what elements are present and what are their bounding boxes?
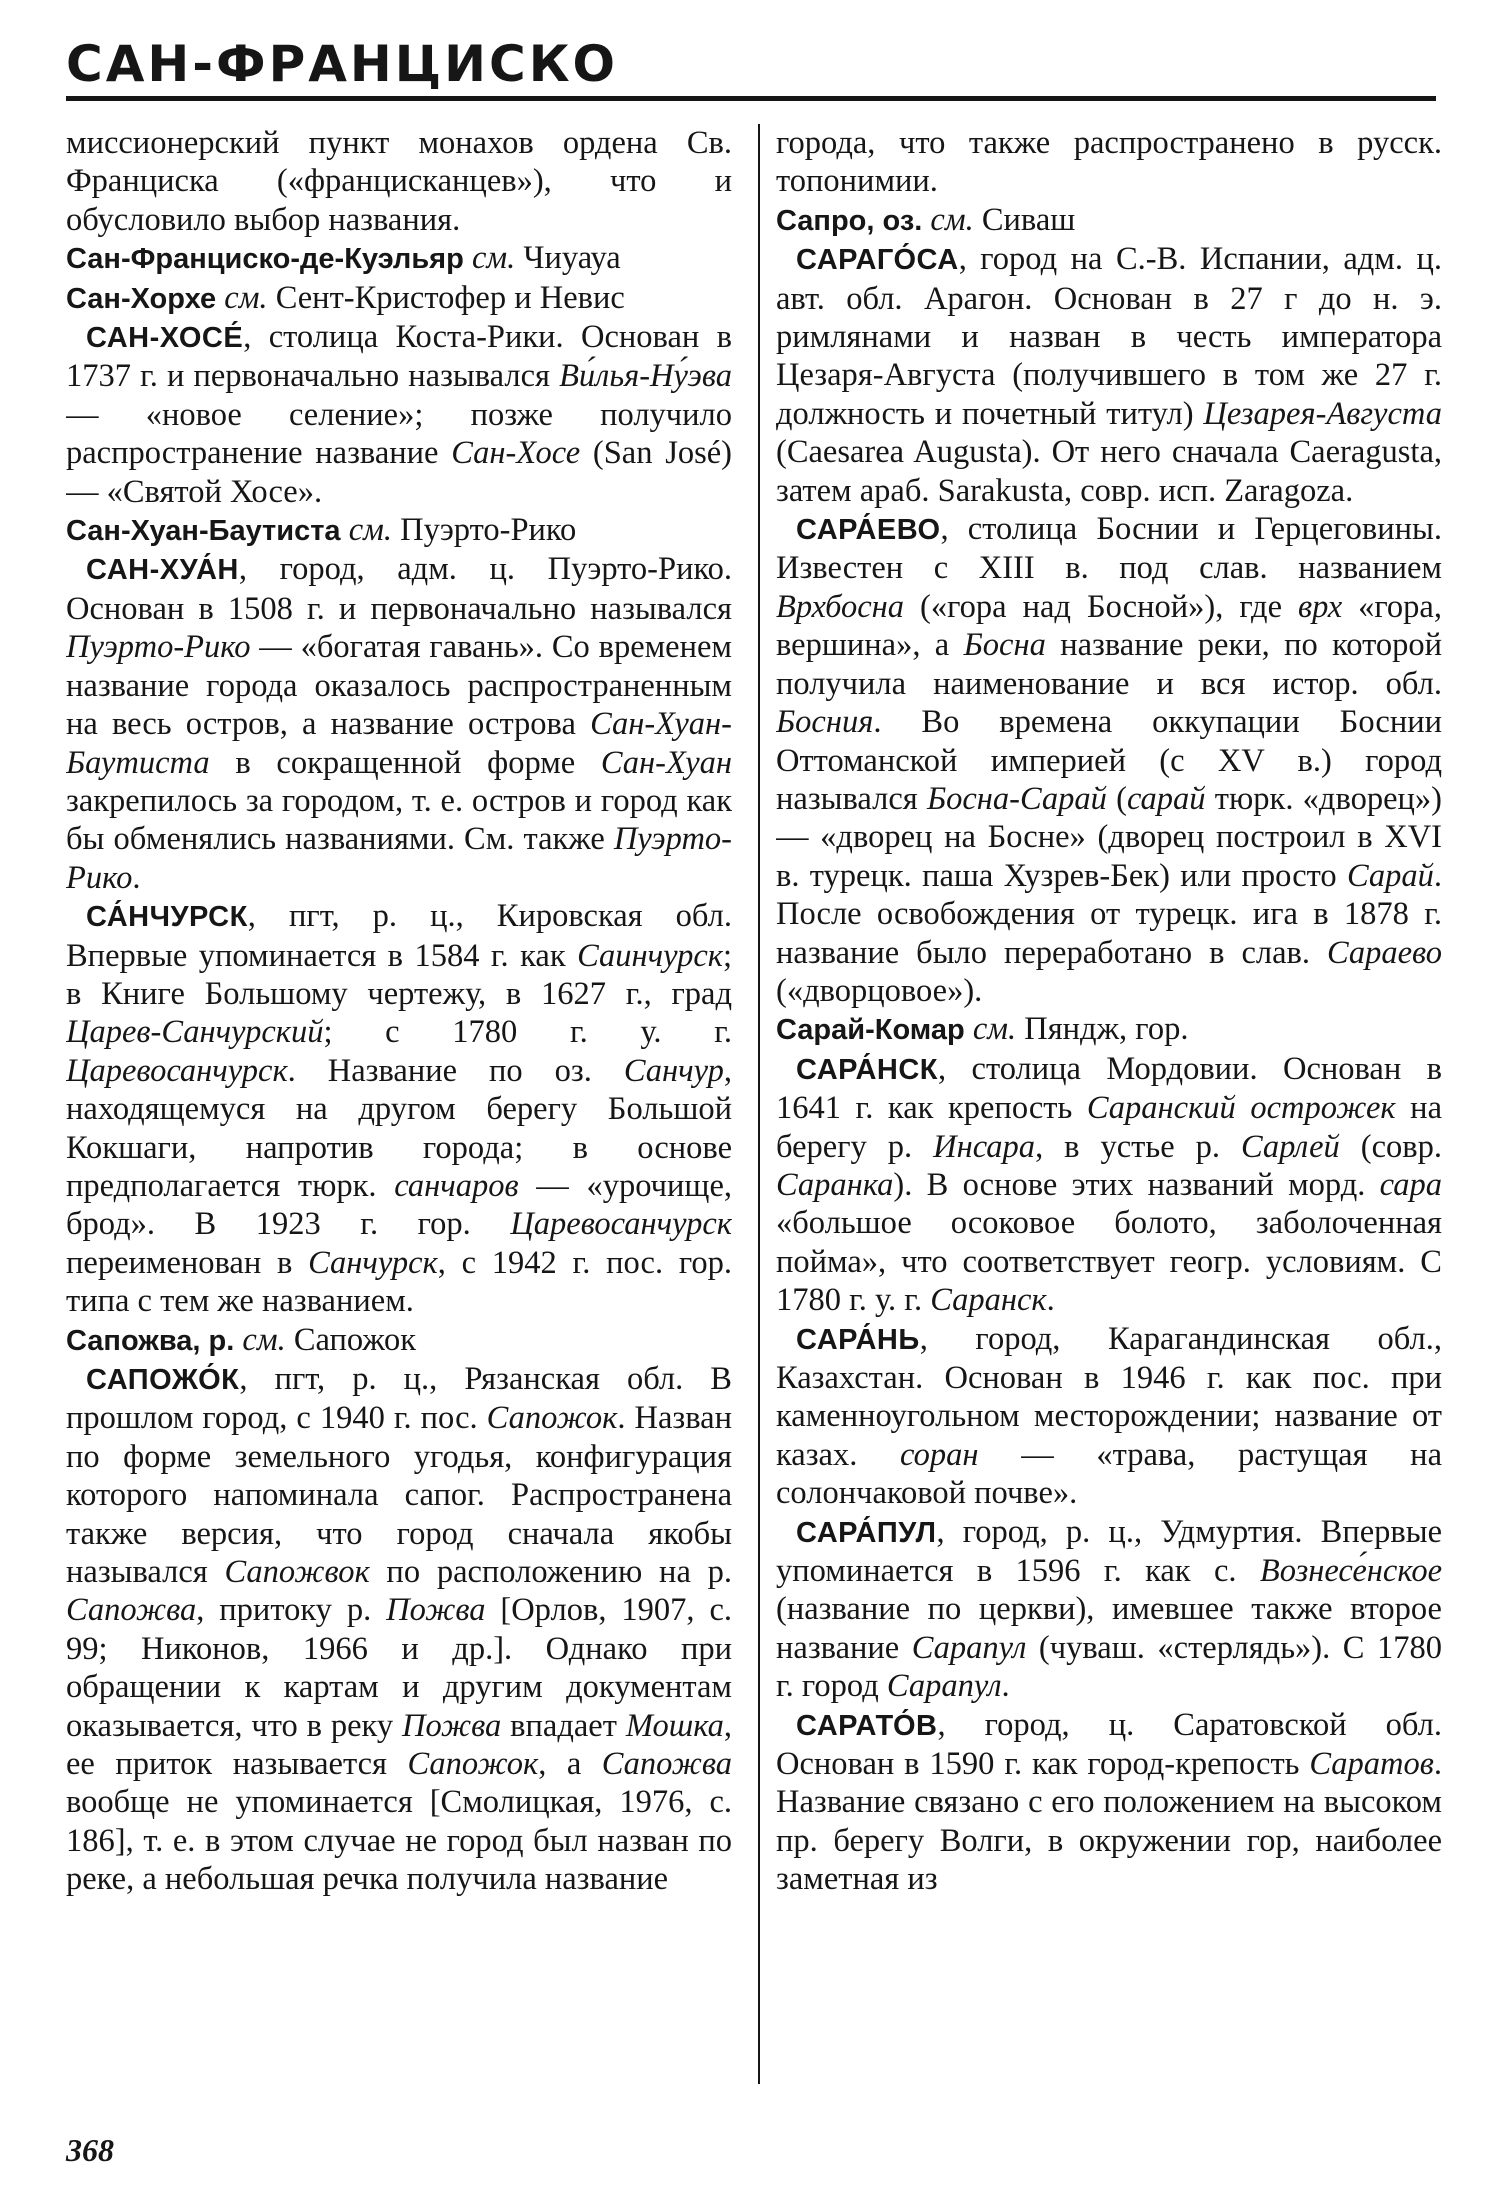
see-marker: см. xyxy=(930,201,974,238)
entry-text: «большое осоковое болото, заболоченная пойма», что соответствует геогр. условиям. С 1780 г. у. г. xyxy=(776,1205,1442,1319)
toponym-italic: Сараево xyxy=(1326,934,1442,971)
entry-text: («гора над Босной»), где xyxy=(904,588,1299,625)
toponym-italic: Сан-Хосе xyxy=(451,435,581,472)
entry-text: , город, р. ц., Удмуртия. Впервые упоминается в 1596 г. как с. xyxy=(776,1513,1442,1590)
toponym-italic: Сан-Хуан-Баутиста xyxy=(66,706,732,781)
toponym-italic: санчаров xyxy=(394,1167,519,1204)
entry-text: , с 1942 г. пос. гор. типа с тем же названием. xyxy=(66,1244,732,1320)
entry-text: ; в Книге Большому чертежу, в 1627 г., град xyxy=(66,937,732,1012)
entry-text: , пгт, р. ц., Рязанская обл. В прошлом город, с 1940 г. пос. xyxy=(66,1361,732,1437)
toponym-italic: соран xyxy=(900,1436,979,1473)
entry-headword: Сапожва, р. xyxy=(66,1324,235,1357)
entry-text: («дворцовое»). xyxy=(776,972,983,1009)
cross-reference-entry xyxy=(776,1010,1442,1049)
entry-text: «гора, вершина», а xyxy=(776,588,1442,664)
see-marker: см. xyxy=(972,1011,1017,1048)
dictionary-entry xyxy=(66,1360,732,1899)
cross-reference-entry xyxy=(66,1321,732,1360)
toponym-italic: Саранский острожек xyxy=(1086,1090,1396,1127)
toponym-italic: Вознесе́нское xyxy=(1259,1553,1442,1590)
see-marker: см. xyxy=(348,512,392,549)
toponym-italic: Сапожвок xyxy=(224,1554,370,1591)
dictionary-entry xyxy=(66,318,732,511)
entry-text: , притоку р. xyxy=(196,1592,387,1629)
toponym-italic: Сапожва xyxy=(601,1746,732,1783)
toponym-italic: Врхбосна xyxy=(776,588,905,625)
toponym-italic: Санчурск xyxy=(308,1244,438,1281)
toponym-italic: Босна xyxy=(963,627,1046,664)
entry-text: , город, ц. Саратовской обл. Основан в 1590 г. как город-крепость xyxy=(776,1706,1442,1783)
entry-text: , столица Коста-Рики. Основан в 1737 г. и первоначально назывался xyxy=(66,319,732,395)
entry-headword: САПОЖО́К xyxy=(86,1364,240,1396)
toponym-italic: Сарапул xyxy=(911,1629,1027,1666)
running-head: САН-ФРАНЦИСКО xyxy=(66,35,619,93)
dictionary-entry xyxy=(66,550,732,897)
entry-text: (название по церкви), имевшее также второе название xyxy=(776,1591,1442,1666)
cross-reference-entry xyxy=(66,239,732,278)
dictionary-entry xyxy=(776,240,1442,510)
toponym-italic: Пуэрто-Рико xyxy=(66,629,251,666)
entry-text: — «новое селение»; позже получило распространение название xyxy=(66,396,732,472)
see-marker: см. xyxy=(242,1321,286,1358)
see-marker: см. xyxy=(224,279,268,316)
entry-text: , город, адм. ц. Пуэрто-Рико. Основан в 1508 г. и первоначально назывался xyxy=(66,551,732,627)
entry-headword: Сапро, оз. xyxy=(776,204,923,237)
entry-text: , а xyxy=(538,1746,602,1783)
entry-text: закрепилось за городом, т. е. остров и город как бы обменялись названиями. См. также xyxy=(66,782,732,858)
reference-target: Сапожок xyxy=(293,1321,417,1358)
toponym-italic: Сарай xyxy=(1346,857,1434,894)
entry-text: , столица Мордовии. Основан в 1641 г. как крепость xyxy=(776,1050,1442,1127)
entry-text: , находящемуся на другом берегу Большой Кокшаги, напротив города; в основе предполагается тюрк. xyxy=(66,1052,732,1204)
toponym-italic: Царевосанчурск xyxy=(510,1206,732,1243)
continuation-paragraph: города, что также распространено в русск. топонимии. xyxy=(776,125,1442,200)
toponym-italic: Сарлей xyxy=(1240,1128,1340,1165)
entry-text: (совр. xyxy=(1339,1128,1442,1165)
toponym-italic: Пожва xyxy=(402,1707,502,1744)
entry-text: , ее приток называется xyxy=(66,1707,732,1783)
entry-text: на берегу р. xyxy=(776,1090,1442,1165)
toponym-italic: Царевосанчурск xyxy=(66,1052,288,1089)
entry-text: переименован в xyxy=(66,1244,309,1281)
entry-text: , город, Карагандинская обл., Казахстан. Основан в 1946 г. как пос. при каменноугольном месторождении; название от казах. xyxy=(776,1320,1442,1473)
entry-headword: САРА́ПУЛ xyxy=(796,1516,937,1549)
dictionary-entry xyxy=(776,1706,1442,1899)
toponym-italic: Саратов xyxy=(1309,1746,1434,1783)
toponym-italic: Саинчурск xyxy=(577,937,723,974)
page-number: 368 xyxy=(66,2132,114,2168)
entry-text: , столица Боснии и Герцеговины. Известен с XIII в. под слав. названием xyxy=(776,511,1442,587)
toponym-italic: Саранка xyxy=(776,1166,894,1203)
entry-text: (San José) — «Святой Хосе». xyxy=(66,435,732,510)
entry-text: ( xyxy=(1106,780,1127,817)
entry-text: . xyxy=(1001,1668,1010,1705)
entry-text: ; с 1780 г. у. г. xyxy=(323,1014,732,1051)
cross-reference-entry xyxy=(66,511,732,550)
entry-text: тюрк. «дворец») — «дворец на Босне» (дворец построил в XVI в. турецк. паша Хузрев-Бек) или просто xyxy=(776,780,1442,894)
page-header xyxy=(66,34,1436,94)
entry-text: [Орлов, 1907, с. 99; Никонов, 1966 и др.]. Однако при обращении к картам и другим документам оказывается, что в реку xyxy=(66,1592,732,1744)
entry-text: (Caesarea Augusta). От него сначала Caeragusta, затем араб. Sarakusta, совр. исп. Zaragoza. xyxy=(776,434,1442,509)
entry-text: . xyxy=(132,859,141,896)
entry-text: . Назван по форме земельного угодья, конфигурация которого напоминала сапог. Распространена также версия, что город сначала якобы назывался xyxy=(66,1400,732,1591)
toponym-italic: Сапожок xyxy=(486,1400,618,1437)
entry-headword: САРАГО́СА xyxy=(796,244,959,277)
dictionary-entry xyxy=(776,1050,1442,1320)
toponym-italic: Цезарея-Августа xyxy=(1203,395,1442,432)
right-column xyxy=(776,124,1442,2099)
entry-text: . Во времена оккупации Боснии Оттоманской империей (с XV в.) город назывался xyxy=(776,704,1442,817)
toponym-italic: Мошка xyxy=(625,1707,724,1744)
toponym-italic: Пожва xyxy=(386,1592,486,1629)
toponym-italic: Царев-Санчурский xyxy=(66,1014,324,1051)
entry-text: (чуваш. «стерлядь»). С 1780 г. город xyxy=(776,1629,1442,1705)
toponym-italic: Сан-Хуан xyxy=(600,744,732,781)
reference-target: Пяндж, гор. xyxy=(1024,1011,1189,1048)
toponym-italic: сара xyxy=(1379,1166,1442,1203)
dictionary-entry xyxy=(66,897,732,1320)
entry-text: по расположению на р. xyxy=(369,1554,732,1591)
entry-headword: САРАТО́В xyxy=(796,1709,938,1742)
entry-text: , город на С.-В. Испании, адм. ц. авт. обл. Арагон. Основан в 27 г до н. э. римлянами и назван в честь императора Цезаря-Августа (получившего в том же 27 г. должность и почетный титул) xyxy=(776,241,1442,432)
dictionary-entry xyxy=(776,1320,1442,1513)
entry-text: . Название по оз. xyxy=(287,1052,624,1089)
entry-text: . xyxy=(1046,1282,1055,1319)
cross-reference-entry xyxy=(776,201,1442,240)
reference-target: Пуэрто-Рико xyxy=(400,512,577,549)
toponym-italic: сарай xyxy=(1126,780,1206,817)
entry-text: , пгт, р. ц., Кировская обл. Впервые упоминается в 1584 г. как xyxy=(66,898,732,974)
header-rule xyxy=(66,96,1436,101)
entry-text: в сокращенной форме xyxy=(209,744,601,781)
toponym-italic: Босния xyxy=(776,704,874,741)
entry-headword: Сан-Франциско-де-Куэльяр xyxy=(66,243,464,276)
left-column xyxy=(66,124,732,2099)
entry-headword: САРА́НСК xyxy=(796,1053,938,1086)
see-marker: см. xyxy=(471,240,516,277)
reference-target: Сент-Кристофер и Невис xyxy=(275,279,625,316)
toponym-italic: Ви́лья-Ну́эва xyxy=(559,358,732,395)
entry-headword: САРА́НЬ xyxy=(796,1323,920,1356)
cross-reference-entry xyxy=(66,279,732,318)
entry-headword: Сан-Хорхе xyxy=(66,282,217,315)
toponym-italic: Сапожва xyxy=(66,1592,197,1629)
toponym-italic: Санчур xyxy=(623,1052,724,1089)
entry-text: — «урочище, брод». В 1923 г. гор. xyxy=(66,1167,732,1243)
entry-text: ). В основе этих названий морд. xyxy=(893,1166,1380,1203)
entry-text: , в устье р. xyxy=(1035,1128,1241,1165)
entry-text: . После освобождения от турецк. ига в 1878 г. название было переработано в слав. xyxy=(776,857,1442,971)
toponym-italic: Босна-Сарай xyxy=(926,780,1107,817)
toponym-italic: Сапожок xyxy=(407,1746,539,1783)
entry-text: — «богатая гавань». Со временем название города оказалось распространенным на весь остров, а название острова xyxy=(66,629,732,743)
entry-text: — «трава, растущая на солончаковой почве». xyxy=(776,1436,1442,1512)
entry-headword: Сан-Хуан-Баутиста xyxy=(66,515,341,548)
dictionary-entry xyxy=(776,510,1442,1010)
entry-headword: СА́НЧУРСК xyxy=(86,901,248,934)
toponym-italic: врх xyxy=(1298,588,1343,625)
entry-text: название реки, по которой получила наименование и вся истор. обл. xyxy=(776,627,1442,702)
entry-headword: САН-ХОСЕ́ xyxy=(86,322,244,355)
toponym-italic: Сарапул xyxy=(886,1668,1002,1705)
toponym-italic: Саранск xyxy=(930,1282,1047,1319)
dictionary-entry xyxy=(776,1513,1442,1706)
entry-headword: САРА́ЕВО xyxy=(796,514,941,547)
reference-target: Сиваш xyxy=(981,201,1076,238)
continuation-paragraph: миссионерский пункт монахов ордена Св. Франциска («францисканцев»), что и обусловило выбор названия. xyxy=(66,125,732,238)
entry-text: вообще не упоминается [Смолицкая, 1976, с. 186], т. е. в этом случае не город был назван по реке, а небольшая речка получила название xyxy=(66,1784,732,1898)
column-divider xyxy=(758,124,760,2084)
entry-headword: САН-ХУА́Н xyxy=(86,554,239,587)
entry-text: . Название связано с его положением на высоком пр. берегу Волги, в окружении гор, наиболее заметная из xyxy=(776,1746,1442,1898)
toponym-italic: Пуэрто-Рико xyxy=(66,821,732,896)
entry-headword: Сарай-Комар xyxy=(776,1014,965,1047)
toponym-italic: Инсара xyxy=(933,1128,1036,1165)
entry-text: впадает xyxy=(501,1707,626,1744)
reference-target: Чиуауа xyxy=(523,240,621,277)
